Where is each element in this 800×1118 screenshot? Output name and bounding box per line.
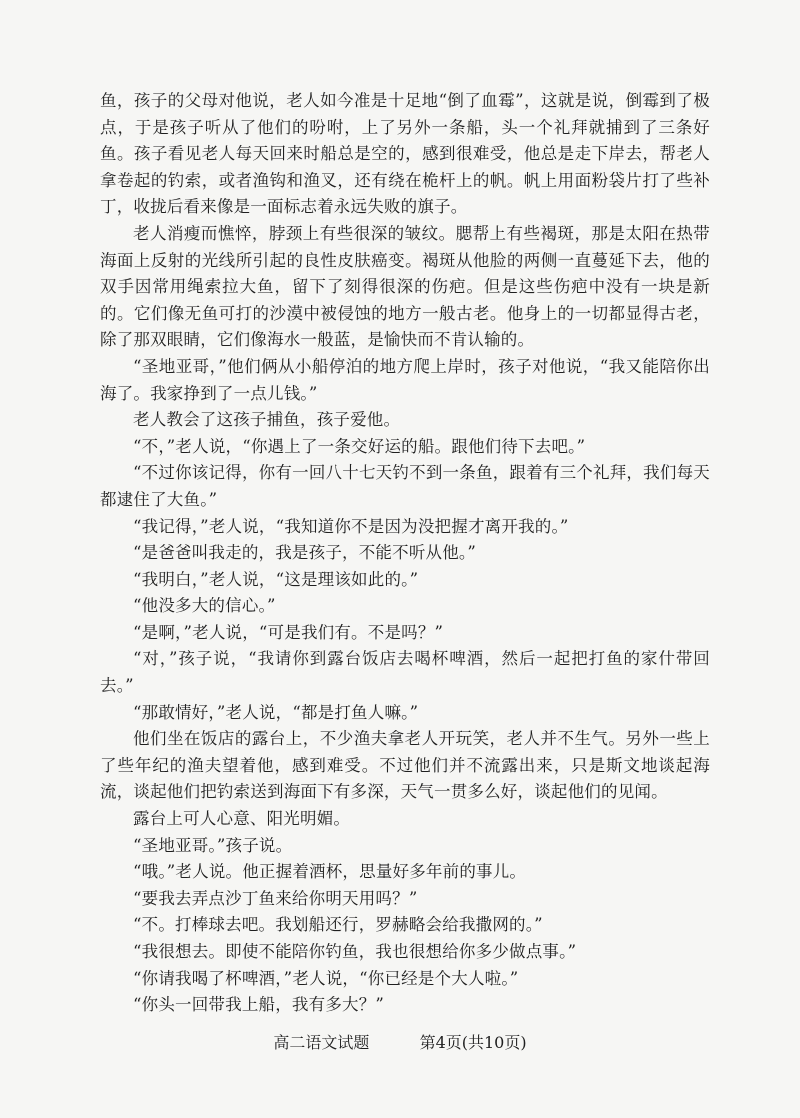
paragraph: “我明白，”老人说，“这是理该如此的。” (133, 569, 419, 589)
passage-text (100, 88, 710, 1019)
paragraph: “对，”孩子说，“我请你到露台饭店去喝杯啤酒，然后一起把打鱼的家什带回去。” (100, 649, 710, 696)
page-footer (0, 1030, 800, 1053)
paragraph: “是爸爸叫我走的，我是孩子，不能不听从他。” (133, 543, 477, 563)
paragraph: “不过你该记得，你有一回八十七天钓不到一条鱼，跟着有三个礼拜，我们每天都逮住了大鱼。” (100, 463, 710, 509)
paragraph: “圣地亚哥，”他们俩从小船停泊的地方爬上岸时，孩子对他说，“我又能陪你出海了。我家挣到了一点儿钱。” (100, 356, 710, 403)
paragraph: “哦。”老人说。他正握着酒杯，思量好多年前的事儿。 (133, 862, 527, 882)
paragraph: “圣地亚哥。”孩子说。 (133, 835, 293, 855)
paragraph: “要我去弄点沙丁鱼来给你明天用吗？” (133, 888, 418, 908)
paragraph: 露台上可人心意、阳光明媚。 (133, 809, 351, 829)
paragraph: 老人消瘦而憔悴，脖颈上有些很深的皱纹。腮帮上有些褐斑，那是太阳在热带海面上反射的光线所引起的良性皮肤癌变。褐斑从他脸的两侧一直蔓延下去，他的双手因常用绳索拉大鱼，留下了刻得很深的伤疤。但是这些伤疤中没有一块是新的。它们像无鱼可打的沙漠中被侵蚀的地方一般古老。他身上的一切都显得古老，除了那双眼睛，它们像海水一般蓝，是愉快而不肯认输的。 (100, 223, 710, 350)
paragraph: 老人教会了这孩子捕鱼，孩子爱他。 (133, 410, 401, 430)
paragraph: “那敢情好，”老人说，“都是打鱼人嘛。” (133, 702, 419, 722)
page-number: 第4页(共10页) (419, 1033, 527, 1052)
paragraph: “他没多大的信心。” (133, 596, 276, 616)
paragraph: “不，”老人说，“你遇上了一条交好运的船。跟他们待下去吧。” (133, 436, 586, 456)
paragraph: “我记得，”老人说，“我知道你不是因为没把握才离开我的。” (133, 516, 569, 536)
paragraph: “我很想去。即使不能陪你钓鱼，我也很想给你多少做点事。” (133, 942, 577, 961)
paragraph: 他们坐在饭店的露台上，不少渔夫拿老人开玩笑，老人并不生气。另外一些上了些年纪的渔夫望着他，感到难受。不过他们并不流露出来，只是斯文地谈起海流，谈起他们把钓索送到海面下有多深，天气一贯多么好，谈起他们的见闻。 (100, 729, 710, 802)
paragraph: “不。打棒球去吧。我划船还行，罗赫略会给我撒网的。” (133, 915, 543, 935)
paragraph: “是啊，”老人说，“可是我们有。不是吗？” (133, 622, 444, 642)
paragraph: “你请我喝了杯啤酒，”老人说，“你已经是个大人啦。” (133, 968, 519, 988)
paragraph: 鱼，孩子的父母对他说，老人如今准是十足地“倒了血霉”，这就是说，倒霉到了极点，于是孩子听从了他们的吩咐，上了另外一条船，头一个礼拜就捕到了三条好鱼。孩子看见老人每天回来时船总是空的，感到很难受，他总是走下岸去，帮老人拿卷起的钓索，或者渔钩和渔叉，还有绕在桅杆上的帆。帆上用面粉袋片打了些补丁，收拢后看来像是一面标志着永远失败的旗子。 (100, 91, 710, 217)
paragraph: “你头一回带我上船，我有多大？” (133, 995, 385, 1015)
exam-title: 高二语文试题 (273, 1033, 370, 1052)
